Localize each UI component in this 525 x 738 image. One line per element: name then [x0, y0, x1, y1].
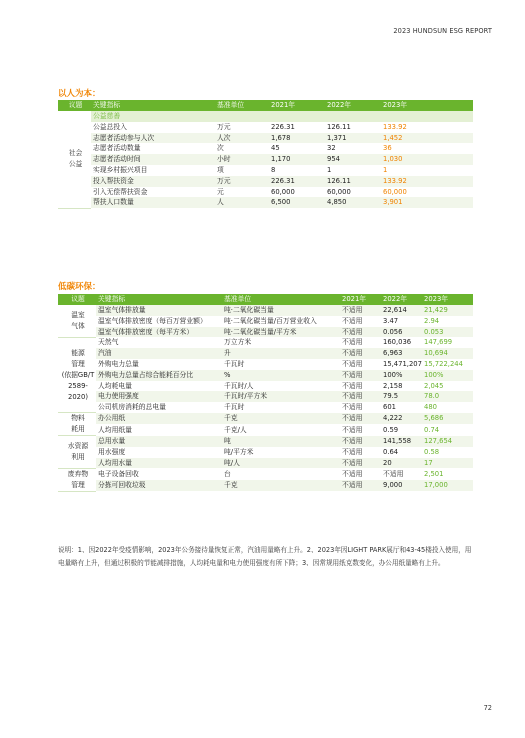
topic-waste-management: 废弃物 管理 [58, 468, 96, 491]
value-2023: 15,722,244 [424, 359, 463, 368]
table-row [58, 176, 473, 187]
footnote: 说明：1、因2022年受疫情影响，2023年公务接待量恢复正常，汽油用量略有上升。2、2023年因LIGHT PARK展厅和43-45楼投入使用，用电量略有上升，但通过积极的节能减排措施，人均耗电量和电力使用强度有所下降；3、因常规用纸克数变化，办公用纸量略有上升。 [58, 546, 472, 567]
indicator-cell: 用水强度 [98, 447, 126, 456]
value-2022: 601 [383, 403, 396, 412]
value-2022: 不适用 [383, 469, 404, 478]
section-title-people: 以人为本： [58, 89, 101, 99]
col-header-2021: 2021年 [269, 100, 325, 111]
indicator-cell: 温室气体排放量 [96, 305, 222, 316]
indicator-cell: 人均耗电量 [98, 381, 132, 390]
col-header-indicator: 关键指标 [96, 294, 222, 305]
value-2022: 1,371 [325, 133, 381, 144]
topic-water-use: 水资源 利用 [58, 436, 96, 468]
table-subheading-row [58, 111, 473, 122]
table-row [58, 337, 473, 348]
value-2021: 不适用 [342, 359, 363, 368]
value-2021: 1,170 [269, 154, 325, 165]
value-2023: 78.0 [422, 391, 473, 402]
col-header-indicator: 关键指标 [91, 100, 215, 111]
topic-energy-standard-note: (依据GB/T 2589-2020) [61, 370, 95, 401]
value-2023: 100% [422, 370, 473, 381]
indicator-cell: 温室气体排放密度（每平方米） [96, 327, 222, 338]
col-header-topic: 议题 [58, 294, 96, 305]
col-header-2023: 2023年 [422, 294, 473, 305]
unit-cell: 万立方米 [224, 338, 252, 347]
unit-cell: 次 [217, 144, 224, 153]
table-row [58, 165, 473, 176]
indicator-cell: 电力使用强度 [96, 391, 222, 402]
value-2023: 133.92 [381, 176, 473, 187]
indicator-cell: 帮扶人口数量 [91, 197, 215, 208]
table-row [58, 480, 473, 492]
section-title-environment: 低碳环保： [58, 282, 101, 292]
indicator-cell: 公司机房消耗的总电量 [98, 403, 166, 412]
table-row [58, 359, 473, 370]
col-header-unit: 基准单位 [215, 100, 269, 111]
col-header-unit: 基准单位 [222, 294, 340, 305]
table-row [58, 436, 473, 447]
indicator-cell: 志愿者活动数量 [93, 144, 141, 153]
value-2021: 不适用 [342, 316, 363, 325]
unit-cell: 升 [222, 348, 340, 359]
table-row [58, 381, 473, 392]
value-2022: 126.11 [325, 176, 381, 187]
value-2021: 不适用 [342, 338, 363, 347]
value-2023: 480 [424, 403, 437, 412]
value-2022: 60,000 [327, 187, 351, 196]
value-2021: 不适用 [340, 480, 381, 492]
indicator-cell: 人均用水量 [96, 458, 222, 469]
indicator-cell: 志愿者活动参与人次 [91, 133, 215, 144]
value-2022: 0.59 [383, 425, 399, 434]
subheading-charity: 公益慈善 [91, 111, 473, 122]
table-row [58, 447, 473, 458]
value-2021: 不适用 [340, 458, 381, 469]
col-header-2022: 2022年 [325, 100, 381, 111]
value-2023: 147,699 [424, 338, 453, 347]
table-row [58, 143, 473, 154]
unit-cell: % [222, 370, 340, 381]
value-2023: 1,030 [381, 154, 473, 165]
table-row [58, 468, 473, 480]
value-2022: 4,850 [325, 197, 381, 208]
value-2023: 0.74 [424, 425, 440, 434]
topic-energy-management [58, 337, 96, 413]
value-2022: 6,963 [381, 348, 422, 359]
value-2022: 126.11 [327, 122, 351, 131]
table-row [58, 370, 473, 381]
unit-cell: 吨·二氧化碳当量 [222, 305, 340, 316]
unit-cell: 千瓦时 [224, 403, 245, 412]
table-row [58, 154, 473, 165]
indicator-cell: 志愿者活动时间 [91, 154, 215, 165]
value-2021: 不适用 [342, 469, 363, 478]
unit-cell: 万元 [217, 122, 231, 131]
col-header-2021: 2021年 [340, 294, 381, 305]
table-header-row [58, 294, 473, 305]
value-2022: 1 [327, 165, 332, 174]
unit-cell: 台 [224, 469, 231, 478]
value-2021: 不适用 [340, 305, 381, 316]
value-2022: 100% [381, 370, 422, 381]
unit-cell: 千瓦时/平方米 [222, 391, 340, 402]
value-2023: 0.053 [422, 327, 473, 338]
value-2023: 60,000 [383, 187, 407, 196]
value-2022: 20 [381, 458, 422, 469]
topic-greenhouse-gas: 温室 气体 [58, 305, 96, 337]
unit-cell: 吨·二氧化碳当量/平方米 [222, 327, 340, 338]
value-2022: 0.64 [383, 447, 399, 456]
value-2023: 2.94 [424, 316, 440, 325]
value-2021: 不适用 [340, 413, 381, 425]
value-2021: 226.31 [269, 176, 325, 187]
value-2023: 3,901 [381, 197, 473, 208]
indicator-cell: 引入无偿帮扶资金 [93, 187, 148, 196]
table-row [58, 402, 473, 413]
value-2021: 不适用 [340, 327, 381, 338]
col-header-2023: 2023年 [381, 100, 473, 111]
value-2023: 17,000 [422, 480, 473, 492]
value-2021: 不适用 [342, 425, 363, 434]
value-2023: 1,452 [381, 133, 473, 144]
value-2022: 32 [327, 144, 336, 153]
unit-cell: 千克/人 [224, 425, 247, 434]
indicator-cell: 公益总投入 [93, 122, 127, 131]
indicator-cell: 实现乡村振兴项目 [93, 165, 148, 174]
value-2023: 36 [383, 144, 392, 153]
table-row [58, 348, 473, 359]
value-2023: 21,429 [422, 305, 473, 316]
value-2023: 0.58 [424, 447, 440, 456]
unit-cell: 小时 [215, 154, 269, 165]
indicator-cell: 办公用纸 [96, 413, 222, 425]
topic-material-use: 物料 耗用 [58, 413, 96, 436]
value-2022: 160,036 [383, 338, 412, 347]
unit-cell: 项 [217, 165, 224, 174]
table-row [58, 424, 473, 436]
indicator-cell: 总用水量 [96, 436, 222, 447]
value-2021: 不适用 [342, 447, 363, 456]
unit-cell: 千瓦时/人 [224, 381, 254, 390]
indicator-cell: 外购电力总量占综合能耗百分比 [96, 370, 222, 381]
value-2021: 不适用 [342, 381, 363, 390]
table-row [58, 316, 473, 327]
value-2021: 6,500 [269, 197, 325, 208]
table-row [58, 122, 473, 133]
value-2023: 133.92 [383, 122, 407, 131]
value-2022: 79.5 [381, 391, 422, 402]
table-row [58, 413, 473, 425]
table-row [58, 391, 473, 402]
unit-cell: 万元 [215, 176, 269, 187]
value-2021: 60,000 [271, 187, 295, 196]
table-row [58, 327, 473, 338]
unit-cell: 千克 [222, 480, 340, 492]
value-2022: 141,558 [381, 436, 422, 447]
indicator-cell: 天然气 [98, 338, 119, 347]
unit-cell: 吨/平方米 [224, 447, 254, 456]
value-2021: 1,678 [269, 133, 325, 144]
col-header-2022: 2022年 [381, 294, 422, 305]
value-2023: 10,694 [422, 348, 473, 359]
value-2021: 226.31 [271, 122, 295, 131]
value-2023: 127,654 [422, 436, 473, 447]
indicator-cell: 投入帮扶资金 [91, 176, 215, 187]
unit-cell: 吨·二氧化碳当量/百万营业收入 [224, 316, 317, 325]
value-2023: 5,686 [422, 413, 473, 425]
value-2022: 0.056 [381, 327, 422, 338]
page-number: 72 [483, 704, 492, 712]
value-2022: 3.47 [383, 316, 399, 325]
value-2021: 45 [271, 144, 280, 153]
value-2022: 954 [325, 154, 381, 165]
value-2023: 2,501 [424, 469, 444, 478]
indicator-cell: 电子设备回收 [98, 469, 139, 478]
value-2023: 2,045 [424, 381, 444, 390]
value-2023: 1 [383, 165, 388, 174]
value-2022: 15,471,207 [383, 359, 422, 368]
unit-cell: 人次 [215, 133, 269, 144]
report-header-title: 2023 HUNDSUN ESG REPORT [393, 27, 492, 35]
unit-cell: 吨 [222, 436, 340, 447]
value-2023: 17 [422, 458, 473, 469]
table-header-row [58, 100, 473, 111]
value-2022: 2,158 [383, 381, 403, 390]
value-2021: 不适用 [340, 391, 381, 402]
unit-cell: 千克 [222, 413, 340, 425]
value-2021: 不适用 [342, 403, 363, 412]
value-2021: 8 [271, 165, 276, 174]
unit-cell: 元 [217, 187, 224, 196]
unit-cell: 吨/人 [222, 458, 340, 469]
value-2021: 不适用 [340, 370, 381, 381]
indicator-cell: 温室气体排放密度（每百万营业额） [98, 316, 207, 325]
unit-cell: 人 [215, 197, 269, 208]
value-2022: 4,222 [381, 413, 422, 425]
topic-energy-label: 能源 管理 [71, 348, 85, 368]
topic-social-welfare: 社会 公益 [58, 111, 91, 208]
table-row [58, 187, 473, 198]
indicator-cell: 人均用纸量 [98, 425, 132, 434]
people-table [58, 100, 473, 209]
value-2021: 不适用 [340, 348, 381, 359]
unit-cell: 千瓦时 [224, 359, 245, 368]
table-row [58, 133, 473, 144]
indicator-cell: 外购电力总量 [98, 359, 139, 368]
table-row [58, 305, 473, 316]
table-row [58, 458, 473, 469]
value-2022: 22,614 [381, 305, 422, 316]
value-2021: 不适用 [340, 436, 381, 447]
environment-table [58, 294, 473, 492]
indicator-cell: 汽油 [96, 348, 222, 359]
indicator-cell: 分拣可回收垃圾 [96, 480, 222, 492]
table-row [58, 197, 473, 208]
value-2022: 9,000 [381, 480, 422, 492]
col-header-topic: 议题 [58, 100, 91, 111]
